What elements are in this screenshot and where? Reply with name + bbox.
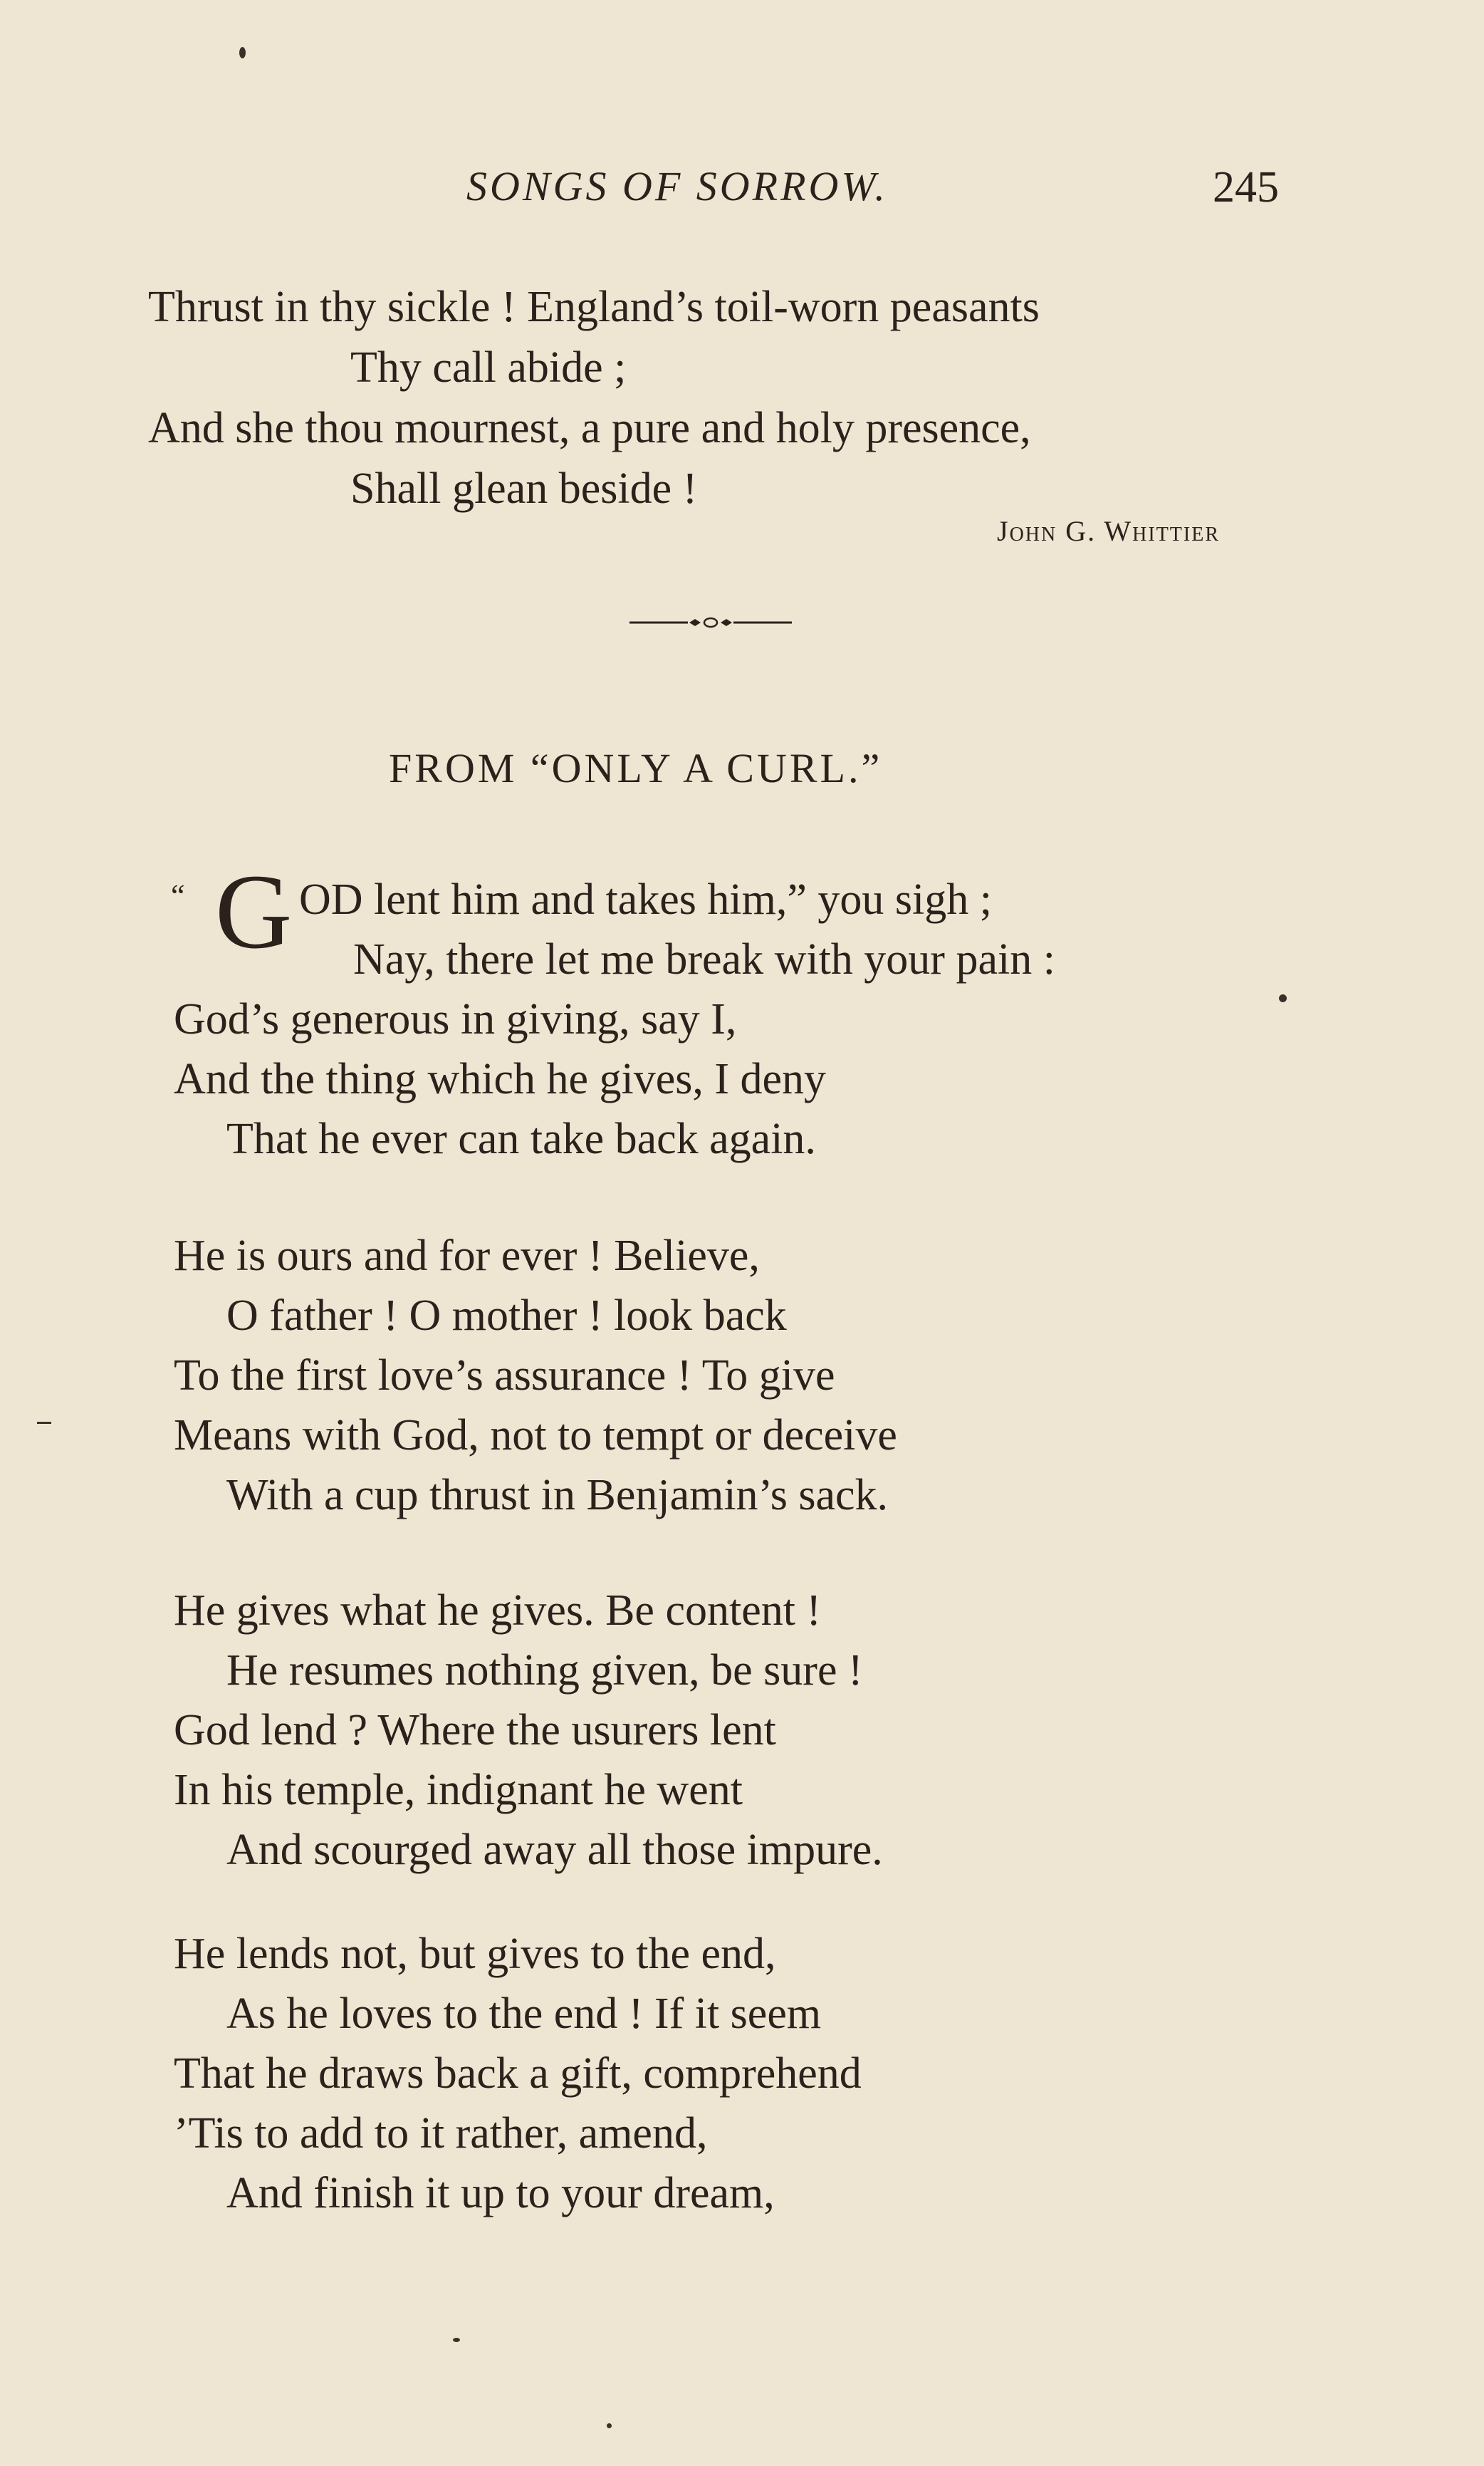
running-head: SONGS OF SORROW. (466, 163, 888, 209)
verse-line: That he draws back a gift, comprehend (174, 2049, 862, 2098)
verse-line: And scourged away all those impure. (226, 1826, 883, 1874)
paper-speck (239, 47, 246, 58)
verse-line: ’Tis to add to it rather, amend, (174, 2109, 708, 2158)
paper-speck (453, 2338, 460, 2342)
drop-cap: G (215, 853, 293, 971)
poem-title: FROM “ONLY A CURL.” (389, 745, 883, 791)
paper-speck (607, 2423, 612, 2428)
verse-line: He resumes nothing given, be sure ! (226, 1646, 863, 1695)
verse-line: O father ! O mother ! look back (226, 1291, 787, 1340)
verse-line: He lends not, but gives to the end, (174, 1930, 776, 1978)
verse-line: Thrust in thy sickle ! England’s toil-worn peasants (148, 283, 1040, 331)
paper-speck (37, 1422, 51, 1424)
verse-line: In his temple, indignant he went (174, 1766, 743, 1814)
author-attribution: John G. Whittier (997, 515, 1221, 547)
page-number: 245 (1213, 163, 1279, 212)
verse-line: He is ours and for ever ! Believe, (174, 1232, 760, 1280)
verse-line: OD lent him and takes him,” you sigh ; (299, 875, 992, 924)
section-divider-ornament (629, 614, 792, 631)
verse-line: With a cup thrust in Benjamin’s sack. (226, 1471, 889, 1519)
verse-line: And she thou mournest, a pure and holy presence, (148, 404, 1031, 452)
verse-line: Thy call abide ; (350, 343, 627, 392)
opening-quote-mark: “ (171, 878, 185, 913)
verse-line: God lend ? Where the usurers lent (174, 1706, 776, 1754)
verse-line: That he ever can take back again. (226, 1115, 816, 1163)
verse-line: And finish it up to your dream, (226, 2169, 775, 2217)
verse-line: He gives what he gives. Be content ! (174, 1586, 822, 1635)
verse-line: God’s generous in giving, say I, (174, 995, 737, 1044)
verse-line: Nay, there let me break with your pain : (353, 935, 1055, 984)
verse-line: As he loves to the end ! If it seem (226, 1989, 822, 2038)
paper-speck (1279, 994, 1287, 1002)
verse-line: And the thing which he gives, I deny (174, 1055, 827, 1103)
verse-line: To the first love’s assurance ! To give (174, 1351, 835, 1400)
verse-line: Shall glean beside ! (350, 464, 698, 513)
verse-line: Means with God, not to tempt or deceive (174, 1411, 897, 1460)
